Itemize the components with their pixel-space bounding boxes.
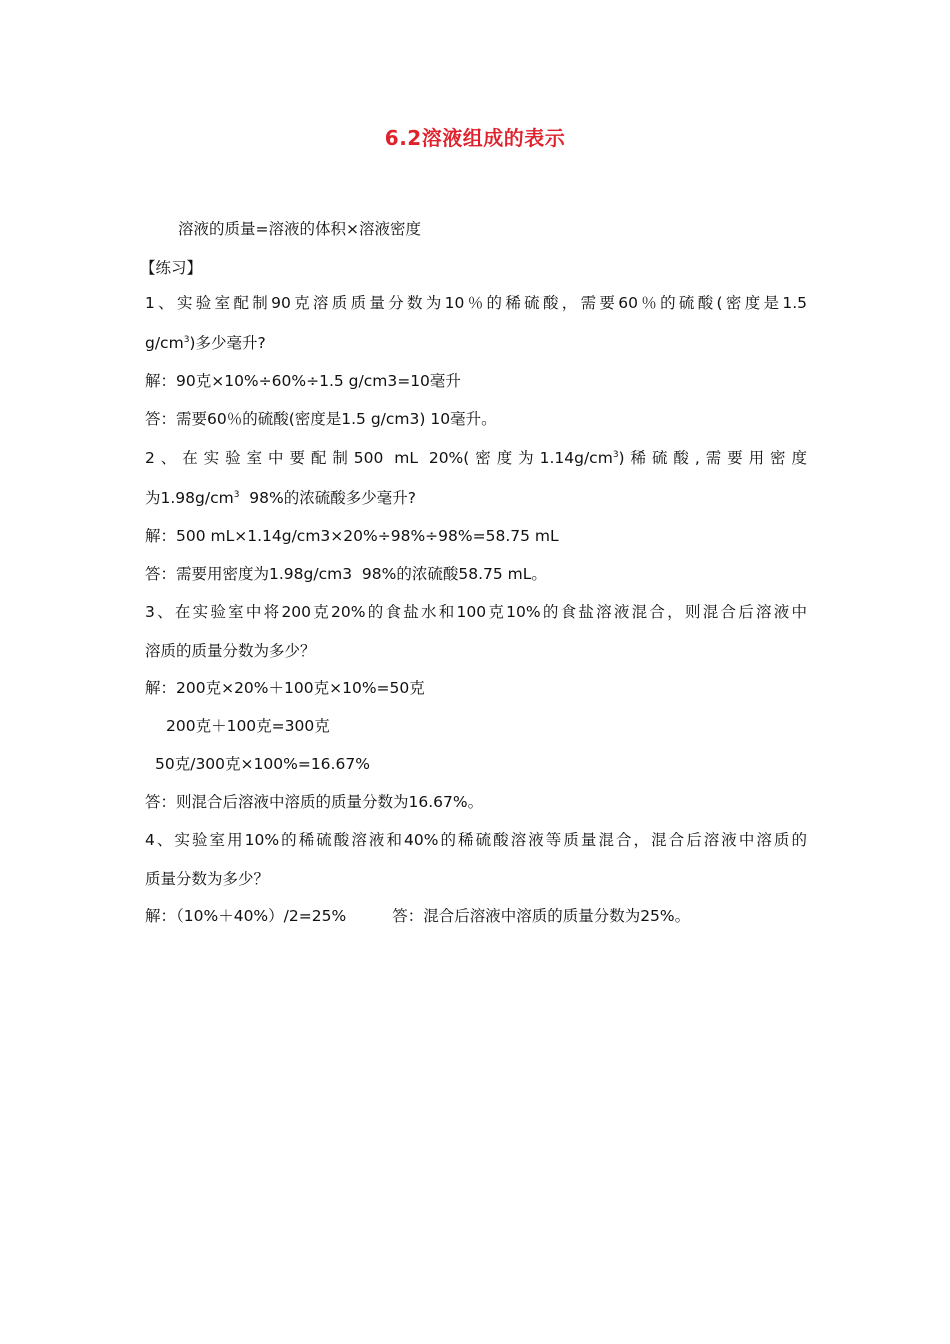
question-1-tail: )多少毫升? [189,334,266,352]
question-3-solution-2: 200克＋100克=300克 [166,717,330,735]
question-1-superscript: 3 [183,335,190,345]
question-2-superscript-a: 3 [612,450,619,460]
question-1-line-2 [145,333,266,353]
question-4-line-2: 质量分数为多少？ [145,870,270,888]
question-4-solution: 解：（10%＋40%）/2=25% [145,907,347,925]
question-2-answer: 答：需要用密度为1.98g/cm3 98%的浓硫酸58.75 mL。 [145,565,547,583]
question-2-text-d: 98%的浓硫酸多少毫升? [239,489,416,507]
question-2-line-1 [145,448,807,468]
question-4-line-1: 4、实验室用10%的稀硫酸溶液和40%的稀硫酸溶液等质量混合，混合后溶液中溶质的 [145,831,807,849]
question-3-line-2: 溶质的质量分数为多少？ [145,642,316,660]
section-heading: 【练习】 [140,259,203,277]
question-4-solution-line [145,906,690,926]
question-1-line-1: 1、实验室配制90克溶质质量分数为10％的稀硫酸，需要60％的硫酸(密度是1.5 [145,294,807,312]
question-1-solution: 解：90克×10%÷60%÷1.5 g/cm3=10毫升 [145,372,461,390]
question-3-line-1: 3、在实验室中将200克20%的食盐水和100克10%的食盐溶液混合，则混合后溶液中 [145,603,807,621]
question-2-line-2 [145,488,416,508]
density-formula: 溶液的质量=溶液的体积×溶液密度 [178,220,421,238]
question-2-solution: 解：500 mL×1.14g/cm3×20%÷98%÷98%=58.75 mL [145,527,559,545]
question-2-text-b: )稀硫酸,需要用密度 [618,449,807,467]
question-3-solution-3: 50克/300克×100%=16.67% [155,755,370,773]
question-1-answer: 答：需要60％的硫酸(密度是1.5 g/cm3) 10毫升。 [145,410,497,428]
question-4-answer: 答：混合后溶液中溶质的质量分数为25%。 [392,907,691,925]
page-title: 6.2溶液组成的表示 [384,126,566,150]
question-1-unit: g/cm [145,334,184,352]
question-3-solution-1: 解：200克×20%＋100克×10%=50克 [145,679,425,697]
question-2-superscript-b: 3 [233,490,240,500]
question-3-answer: 答：则混合后溶液中溶质的质量分数为16.67%。 [145,793,484,811]
question-2-text-c: 为1.98g/cm [145,489,234,507]
question-2-text-a: 2、在实验室中要配制500 mL 20%(密度为1.14g/cm [145,449,613,467]
